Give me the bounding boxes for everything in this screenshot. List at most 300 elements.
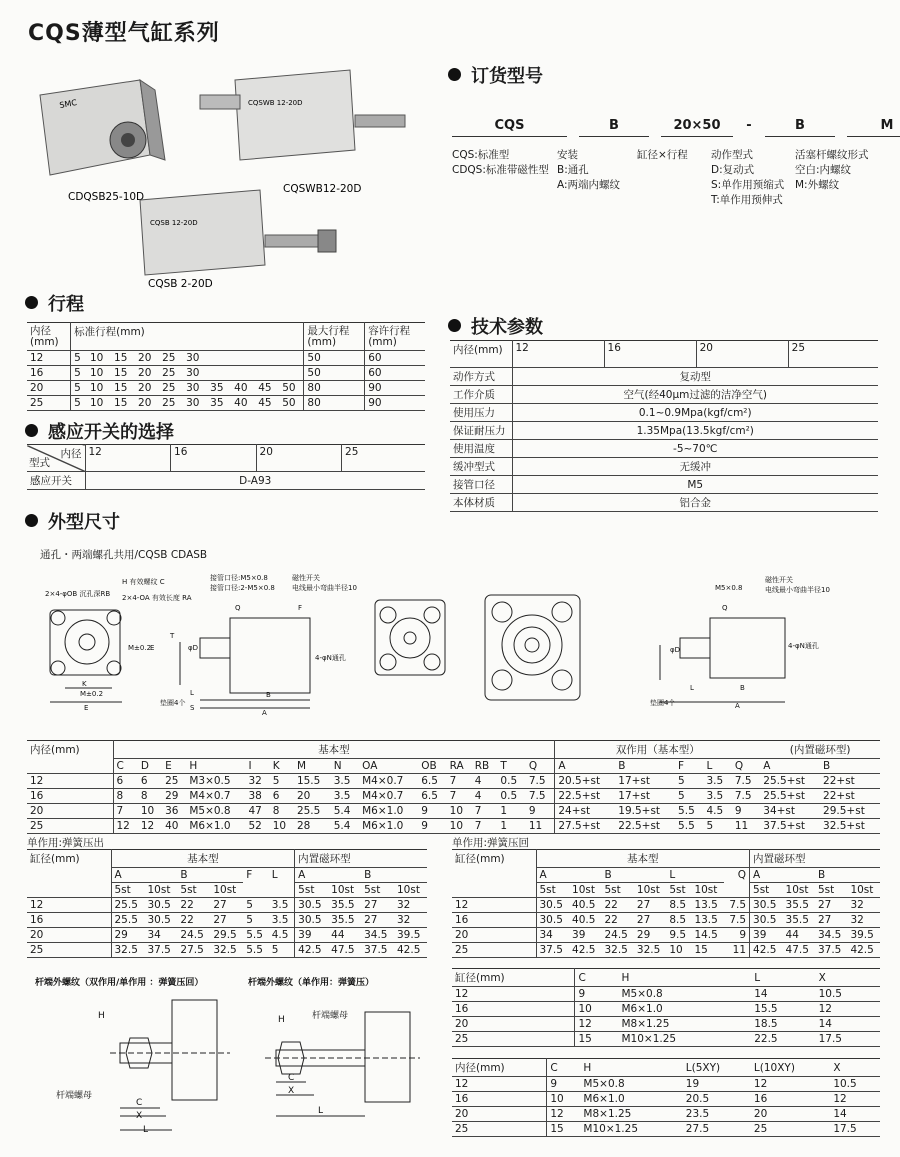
svg-text:SMC: SMC [58,98,78,110]
column-header: L [751,969,815,987]
table-cell: 40.5 [569,913,601,928]
table-cell: 15.5 [751,1002,815,1017]
table-cell: 37.5 [815,943,847,958]
table-cell: M6×1.0 [186,819,245,834]
table-cell: M5×0.8 [619,987,752,1002]
table-cell: 10 [87,381,111,396]
table-cell: 3.5 [703,789,731,804]
column-header: H [619,969,752,987]
table-cell: 44 [783,928,815,943]
table-row [27,366,425,381]
table-cell [279,366,304,381]
column-header: M [294,759,331,774]
table-cell: 30.5 [144,913,177,928]
table-cell: 34+st [760,804,820,819]
table-cell: 40 [231,381,255,396]
svg-text:M5×0.8: M5×0.8 [715,584,743,592]
table-cell: 42.5 [750,943,783,958]
table-cell: 39.5 [394,928,427,943]
table-cell: 60 [365,366,425,381]
table-cell: 12 [138,819,162,834]
table-cell: 32.5 [111,943,144,958]
table-cell: 25.5 [111,898,144,913]
table-cell: 8 [113,789,138,804]
svg-text:K: K [82,680,87,688]
table-cell: 使用压力 [450,404,512,422]
table-row [27,804,880,819]
table-cell: 10 [575,1002,619,1017]
table-row [450,440,878,458]
table-row [450,386,878,404]
table-cell: 12 [816,1002,880,1017]
table-row [452,1017,880,1032]
table-cell: 5 [71,351,87,366]
table-cell: 20 [135,381,159,396]
table-cell: 25 [159,366,183,381]
table-cell: 5 [675,774,703,789]
table-cell: 42.5 [295,943,328,958]
spring-out-table: 缸径(mm) 基本型 内置磁环型 A B F L A B 5st 10st 5st 10st 5st 10st 5st 10st 12 25.5 30.5 22 27 5 3.5 30.5 35.5 27 32 16 25.5 30.5 22 27 5 3.5 30.5 35.5 27 32 20 29 34 24.5 29.5 5.5 4.5 39 44 34.5 39.5 25 32.5 37.5 27.5 32.5 5.5 5 42.5 47.5 37.5 42.5 [27,849,427,958]
table-cell: 13.5 [691,898,723,913]
table-row [450,368,878,386]
table-row [27,928,427,943]
table-cell: 9 [547,1077,581,1092]
table-row [452,987,880,1002]
table-cell: 25.5 [294,804,331,819]
column-header: I [245,759,269,774]
table-cell: 12 [27,898,111,913]
table-cell: 27.5 [683,1122,751,1137]
svg-text:B: B [266,691,271,699]
rod-thread-table-1 [452,968,880,1047]
table-cell: 34.5 [815,928,847,943]
svg-text:4-φN通孔: 4-φN通孔 [788,642,819,650]
table-cell: 5.5 [675,819,703,834]
front-view-large-drawing [485,595,580,700]
column-header: RB [472,759,498,774]
table-cell: M6×1.0 [359,804,418,819]
table-cell: 16 [27,913,111,928]
table-cell: 9 [732,804,760,819]
column-header: 5st [536,883,569,898]
front-view-drawing [45,577,192,712]
svg-text:L: L [690,684,694,692]
table-cell: 25 [159,381,183,396]
table-cell: 38 [245,789,269,804]
table-cell [255,351,279,366]
table-cell: 15 [575,1032,619,1047]
table-cell: 29 [634,928,666,943]
table-cell: 25 [27,396,71,411]
order-desc-bore: 缸径×行程 [637,149,688,161]
section-dims-heading: 外型尺寸 [25,508,120,534]
table-cell: 27 [361,913,394,928]
table-cell: 24+st [555,804,615,819]
table-cell: 35.5 [328,913,361,928]
table-cell: 39.5 [847,928,880,943]
table-cell: 16 [452,1002,575,1017]
table-cell: 5 [243,898,268,913]
column-header: H [580,1059,682,1077]
table-cell: 0.5 [497,774,525,789]
photo-label: CQSWB12-20D [283,183,362,195]
table-cell: 1.35Mpa(13.5kgf/cm²) [512,422,878,440]
dims-subtitle: 通孔・两端螺孔共用/CQSB CDASB [40,549,208,561]
table-cell: 8.5 [666,898,691,913]
table-cell: 9.5 [666,928,691,943]
table-cell: 12 [452,987,575,1002]
table-cell: 22 [601,898,633,913]
table-cell: 15.5 [294,774,331,789]
table-row [452,898,880,913]
table-cell: 20 [452,1107,547,1122]
photo-label: CDQSB25-10D [68,191,145,203]
table-cell: 19.5+st [615,804,675,819]
table-cell [231,351,255,366]
column-header: 10st [847,883,880,898]
table-cell: M3×0.5 [186,774,245,789]
table-cell: 29.5+st [820,804,880,819]
table-cell: 30 [183,366,207,381]
table-cell: 7.5 [724,898,750,913]
table-cell: 5 [270,774,294,789]
table-cell: 17.5 [830,1122,880,1137]
table-cell: 24.5 [601,928,633,943]
table-row [450,404,878,422]
table-cell: 29.5 [210,928,243,943]
table-cell: 29 [162,789,186,804]
table-cell: 35.5 [783,898,815,913]
table-cell: 37.5 [536,943,569,958]
svg-text:磁性开关: 磁性开关 [765,576,793,584]
table-cell: 7.5 [724,913,750,928]
cylinder-photo-1 [40,80,165,175]
table-row [452,913,880,928]
table-cell: 27 [361,898,394,913]
table-cell: 15 [111,381,135,396]
column-header: 内径(mm) [452,1059,547,1077]
table-cell: 50 [279,396,304,411]
table-cell: 22.5+st [615,819,675,834]
column-header: 5st [295,883,328,898]
svg-text:垫圈4个: 垫圈4个 [160,699,186,707]
table-cell: 4.5 [269,928,295,943]
table-cell: 1 [497,804,525,819]
column-header: B [820,759,880,774]
table-cell: 30.5 [536,898,569,913]
bullet-icon [25,424,38,437]
spring-back-table: 缸径(mm) 基本型 内置磁环型 A B L Q A B 5st 10st 5st 10st 5st 10st 5st 10st 5st 10st 12 30.5 40.5 22 27 8.5 13.5 7.5 30.5 35.5 27 32 16 30.5 40.5 22 27 8.5 13.5 7.5 30.5 35.5 27 32 20 34 39 24.5 29 9.5 14.5 9 39 44 34.5 39.5 25 37.5 42.5 32.5 32.5 10 15 11 42.5 47.5 37.5 42.5 [452,849,880,958]
column-header: 10st [634,883,666,898]
column-header: A [760,759,820,774]
table-cell: 6 [270,789,294,804]
column-header: L(5XY) [683,1059,751,1077]
table-cell: 5 [71,396,87,411]
table-cell: 3.5 [269,913,295,928]
svg-text:F: F [298,604,303,612]
order-desc-mount: 安装 B:通孔 A:两端内螺纹 [557,149,621,191]
table-row [452,1092,880,1107]
table-cell: 50 [304,351,365,366]
code-bore-stroke: 20×50 [661,118,733,137]
table-cell: 12 [830,1092,880,1107]
table-cell: 42.5 [394,943,427,958]
table-cell: 本体材质 [450,494,512,512]
section-sensor-heading: 感应开关的选择 [25,418,174,444]
table-cell: 10 [87,366,111,381]
code-series: CQS [452,118,567,137]
table-cell: 16 [27,366,71,381]
main-dimension-table: 内径(mm) 基本型 双作用（基本型） (内置磁环型) C D E H I K M N OA OB RA RB T Q A B F L Q A B 12 6 6 25 M3×0.5 32 5 15.5 3.5 M4×0.7 6.5 7 4 0.5 7.5 20.5+st 17+st 5 3.5 7.5 25.5+st 22+st 16 8 8 29 M4×0.7 38 6 20 3.5 M4×0.7 6.5 7 4 0.5 7.5 22.5+st 17+st 5 3.5 7.5 25.5+st 22+st 20 7 10 36 M5×0.8 47 8 25.5 5.4 M6×1.0 9 10 7 1 9 24+st 19.5+st 5.5 4.5 9 34+st 29.5+st 25 12 12 40 M6×1.0 52 10 28 5.4 M6×1.0 9 10 7 1 11 27.5+st 22.5+st 5.5 5 11 37.5+st 32.5+st [27,740,880,834]
order-desc-action: 动作型式 D:复动式 S:单作用预缩式 T:单作用预伸式 [711,149,785,206]
column-header: 10st [144,883,177,898]
table-cell: M6×1.0 [580,1092,682,1107]
table-cell: 27 [634,913,666,928]
column-header: 5st [666,883,691,898]
svg-text:A: A [262,709,267,715]
table-cell: 7.5 [526,789,555,804]
table-cell: 6 [113,774,138,789]
table-cell: 20 [294,789,331,804]
column-header: 10st [783,883,815,898]
table-cell: 60 [365,351,425,366]
table-cell: 80 [304,381,365,396]
table-cell: 50 [304,366,365,381]
table-cell: 90 [365,396,425,411]
table-cell: 12 [27,351,71,366]
code-thread: M [847,118,900,137]
column-header: C [113,759,138,774]
table-cell: 10.5 [830,1077,880,1092]
svg-text:杆端外螺纹（单作用：弹簧压）: 杆端外螺纹（单作用：弹簧压） [248,978,375,988]
column-header: L(10XY) [751,1059,830,1077]
svg-text:杆端螺母: 杆端螺母 [312,1011,349,1021]
column-header: Q [526,759,555,774]
column-header: T [497,759,525,774]
svg-text:φD: φD [188,644,199,652]
table-cell: 20 [135,351,159,366]
table-cell: 25.5 [111,913,144,928]
table-cell: 5.5 [243,943,268,958]
photo-label: CQSB 2-20D [148,278,213,290]
table-cell: 19 [683,1077,751,1092]
bullet-icon [25,514,38,527]
table-cell: 12 [547,1107,581,1122]
table-cell: 5.5 [243,928,268,943]
table-cell: 39 [750,928,783,943]
sensor-table: 内径 型式 12 16 20 25 感应开关 D-A93 [27,444,425,490]
table-cell: 8.5 [666,913,691,928]
table-cell: 20 [27,928,111,943]
column-header: 5st [361,883,394,898]
table-cell: 17+st [615,789,675,804]
table-cell: 90 [365,381,425,396]
table-cell: 27 [210,913,243,928]
table-cell: 35 [207,396,231,411]
table-cell: -5~70℃ [512,440,878,458]
stroke-table: 内径 (mm) 标准行程(mm) 最大行程 (mm) 容许行程 (mm) 12 5 10 15 20 25 30 50 60 16 5 10 15 20 25 30 50 60 20 5 10 15 20 25 30 35 40 45 50 80 90 25 5 10 15 20 25 30 35 40 45 50 80 90 [27,322,425,411]
svg-text:X: X [136,1111,143,1121]
table-cell: 保证耐压力 [450,422,512,440]
table-cell: 47.5 [328,943,361,958]
column-header: 10st [569,883,601,898]
table-row [452,1002,880,1017]
svg-text:L: L [190,689,194,697]
table-cell: 4.5 [703,804,731,819]
svg-text:磁性开关: 磁性开关 [292,574,320,582]
column-header: 5st [111,883,144,898]
table-cell: 32 [847,898,880,913]
column-header: C [547,1059,581,1077]
table-cell: 10 [87,396,111,411]
table-cell: M8×1.25 [619,1017,752,1032]
table-cell: 28 [294,819,331,834]
svg-text:T: T [170,632,175,640]
table-cell: 47 [245,804,269,819]
table-cell: 37.5 [361,943,394,958]
table-cell: 6.5 [418,774,446,789]
table-cell: 7.5 [526,774,555,789]
bullet-icon [448,319,461,332]
section-order-heading: 订货型号 [448,62,543,88]
table-cell: 8 [270,804,294,819]
table-cell: M6×1.0 [619,1002,752,1017]
table-cell: 3.5 [331,774,359,789]
table-cell: 25 [452,943,536,958]
column-header: 5st [815,883,847,898]
spring-back-caption: 单作用:弹簧压回 [452,837,530,849]
svg-text:S: S [190,704,195,712]
table-cell: 6.5 [418,789,446,804]
table-row [452,1107,880,1122]
table-cell: 22 [601,913,633,928]
table-cell [231,366,255,381]
svg-text:E: E [150,644,155,652]
table-cell: M8×1.25 [580,1107,682,1122]
table-cell: 44 [328,928,361,943]
table-cell: 11 [732,819,760,834]
table-cell: 5 [71,381,87,396]
table-cell: 30 [183,381,207,396]
column-header: F [675,759,703,774]
svg-text:H: H [278,1015,285,1025]
svg-text:H 有效螺纹 C: H 有效螺纹 C [122,578,165,586]
table-cell: 42.5 [569,943,601,958]
table-cell: 12 [27,774,113,789]
table-cell: M10×1.25 [619,1032,752,1047]
column-header: OB [418,759,446,774]
table-row [452,1122,880,1137]
svg-text:B: B [740,684,745,692]
table-row [452,943,880,958]
table-cell: 52 [245,819,269,834]
table-row [452,1077,880,1092]
bullet-icon [25,296,38,309]
svg-text:E: E [84,704,89,712]
product-photos [20,40,420,300]
table-cell: 80 [304,396,365,411]
table-cell: 20 [452,928,536,943]
table-cell: 32.5 [210,943,243,958]
dimension-drawings [30,570,890,715]
table-cell: 27 [815,898,847,913]
table-cell: 12 [452,1077,547,1092]
table-cell [279,351,304,366]
table-row [452,928,880,943]
svg-text:CQSWB 12-20D: CQSWB 12-20D [248,99,303,107]
table-row [27,351,425,366]
tech-table: 内径(mm) 12 16 20 25 动作方式 复动型 工作介质 空气(经40μm过滤的洁净空气) 使用压力 0.1~0.9Mpa(kgf/cm²) 保证耐压力 1.35Mpa(13.5kgf/cm²) 使用温度 -5~70℃ 缓冲型式 无缓冲 接管口径 M5 本体材质 铝合金 [450,340,878,512]
column-header: 5st [750,883,783,898]
table-cell: 使用温度 [450,440,512,458]
table-cell: 7 [113,804,138,819]
table-cell: 30 [183,351,207,366]
column-header: E [162,759,186,774]
svg-text:L: L [318,1106,324,1116]
table-cell: 16 [452,913,536,928]
table-cell: 15 [111,351,135,366]
table-cell: 39 [295,928,328,943]
table-cell: 12 [575,1017,619,1032]
svg-text:H: H [98,1011,105,1021]
table-cell: 缓冲型式 [450,458,512,476]
table-cell: 27.5+st [555,819,615,834]
table-cell: 7.5 [732,789,760,804]
table-row [450,422,878,440]
section-tech-heading: 技术参数 [448,313,543,339]
rear-view-drawing [375,600,445,675]
svg-text:垫圈4个: 垫圈4个 [650,699,676,707]
table-cell: 25 [27,943,111,958]
order-desc-series: CQS:标准型 CDQS:标准带磁性型 [452,149,549,176]
table-cell: 39 [569,928,601,943]
table-cell: 22+st [820,774,880,789]
table-cell: M5×0.8 [580,1077,682,1092]
table-cell: 复动型 [512,368,878,386]
table-cell: 32 [394,898,427,913]
table-cell: 25 [162,774,186,789]
table-cell: 32.5+st [820,819,880,834]
svg-text:C: C [288,1073,295,1083]
table-cell: 5.4 [331,804,359,819]
table-cell: 14 [830,1107,880,1122]
table-row [450,458,878,476]
table-cell: 10 [447,819,472,834]
order-desc-thread: 活塞杆螺纹形式 空白:内螺纹 M:外螺纹 [795,149,869,191]
table-cell: 32.5 [634,943,666,958]
table-cell: 25 [452,1122,547,1137]
table-cell: 20 [135,366,159,381]
table-cell: 15 [111,396,135,411]
svg-text:接管口径:M5×0.8: 接管口径:M5×0.8 [210,574,268,582]
cylinder-photo-3 [140,190,336,275]
column-header: 缸径(mm) [452,969,575,987]
table-cell: 36 [162,804,186,819]
side-view-2-drawing [650,575,830,710]
table-cell: 34.5 [361,928,394,943]
table-cell: 4 [472,774,498,789]
table-cell: M5 [512,476,878,494]
table-cell: 15 [547,1122,581,1137]
column-header: 10st [394,883,427,898]
svg-text:X: X [288,1086,295,1096]
table-cell [207,351,231,366]
table-cell: 15 [111,366,135,381]
table-cell: 12 [452,898,536,913]
table-cell: 40.5 [569,898,601,913]
table-cell: 16 [452,1092,547,1107]
svg-text:L: L [143,1125,149,1135]
